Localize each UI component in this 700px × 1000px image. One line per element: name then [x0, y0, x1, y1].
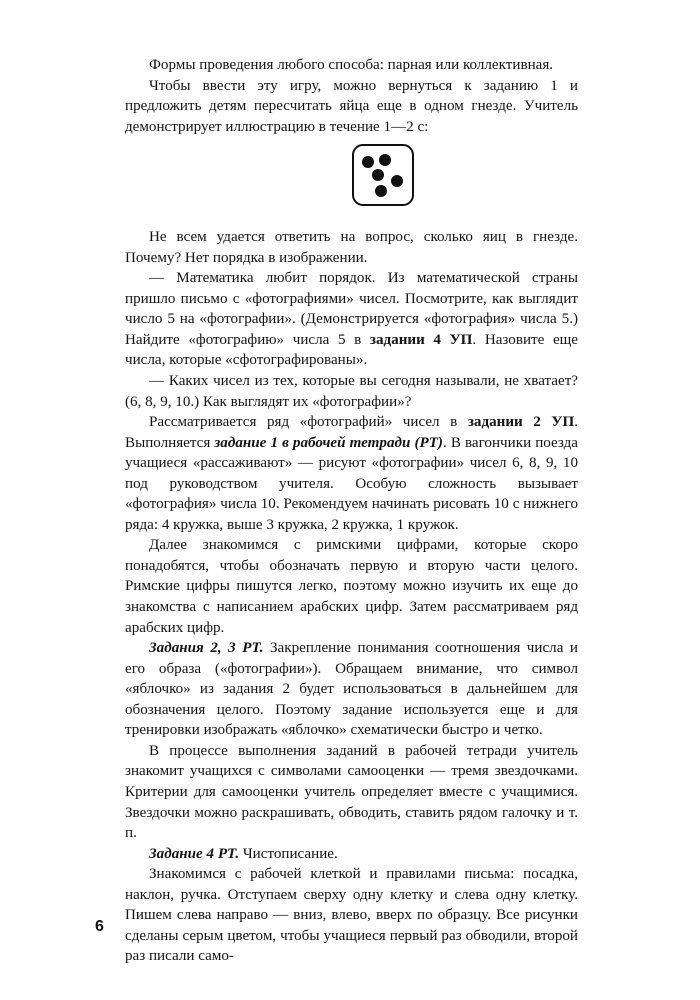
dice-figure [125, 144, 578, 216]
paragraph-1-text: Формы проведения любого способа: парная или коллективная. [149, 57, 554, 73]
body-text-block [125, 55, 578, 967]
paragraph-8 [125, 638, 578, 741]
dice-dot-4 [391, 175, 403, 187]
paragraph-9 [125, 741, 578, 844]
paragraph-3 [125, 227, 578, 268]
paragraph-2 [125, 76, 578, 138]
dice-dot-2 [379, 154, 391, 166]
dice-dot-3 [372, 169, 384, 181]
paragraph-7 [125, 535, 578, 638]
paragraph-1 [125, 55, 578, 76]
paragraph-5-text: — Каких чисел из тех, которые вы сегодня называли, не хватает? (6, 8, 9, 10.) Как выглядят их «фотографии»? [125, 373, 578, 410]
dice-dot-1 [362, 156, 374, 168]
reference-task-2-up: задании 2 УП [467, 414, 575, 431]
paragraph-6-text-b: . Выполняется [125, 414, 579, 451]
heading-task-4-rt: Задание 4 РТ. [149, 845, 240, 862]
paragraph-6-text-a: Рассматривается ряд «фотографий» чисел в [149, 414, 468, 431]
dice-icon [352, 144, 414, 206]
paragraph-2-text: Чтобы ввести эту игру, можно вернуться к заданию 1 и предложить детям пересчитать яйца еще в одном гнезде. Учитель демонстрирует иллюстрацию в течение 1—2 с: [125, 77, 578, 135]
paragraph-6-text-c: . В вагончики поезда учащиеся «рассаживают» — рисуют «фотографии» чисел 6, 8, 9, 10 под руководством учителя. Особую сложность вызывает «фотография» числа 10. Рекомендуем начинать рисовать 10 с нижнего ряда: 4 кружка, выше 3 кружка, 2 кружка, 1 кружок. [125, 434, 578, 533]
reference-task-4-up: задании 4 УП [369, 331, 473, 348]
paragraph-10-text: Чистописание. [239, 845, 338, 862]
page-number: 6 [95, 918, 104, 935]
paragraph-10 [125, 844, 578, 865]
heading-tasks-2-3-rt: Задания 2, 3 РТ. [149, 640, 264, 657]
paragraph-9-text: В процессе выполнения заданий в рабочей тетради учитель знакомит учащихся с символами самооценки — тремя звездочками. Критерии для самооценки учитель определяет вместе с учащимися. Звездочки можно раскрашивать, обводить, ставить рядом галочку и т. п. [125, 742, 578, 842]
paragraph-8-text: Закрепление понимания соотношения числа и его образа («фотографии»). Обращаем внимание, что символ «яблочко» из задания 2 будет использоваться в дальнейшем для обозначения целого. Поэтому задание используется еще и для тренировки изображать «яблочко» схематически быстро и четко. [125, 640, 578, 739]
paragraph-4 [125, 268, 578, 371]
paragraph-4-text-b: . Назовите еще числа, которые «сфотографированы». [125, 331, 578, 369]
paragraph-6 [125, 412, 578, 535]
paragraph-5 [125, 371, 578, 412]
paragraph-4-text-a: — Математика любит порядок. Из математической страны пришло письмо с «фотографиями» чисел. Посмотрите, как выглядит число 5 на «фотографии». (Демонстрируется «фотография» числа 5.) Найдите «фотографию» числа 5 в [125, 270, 578, 348]
paragraph-11-text: Знакомимся с рабочей клеткой и правилами письма: посадка, наклон, ручка. Отступаем сверху одну клетку и слева одну клетку. Пишем слева направо — вниз, влево, вверх по образцу. Все рисунки сделаны серым цветом, чтобы учащиеся первый раз обводили, второй раз писали само- [125, 866, 578, 965]
paragraph-11 [125, 864, 578, 967]
paragraph-3-text: Не всем удается ответить на вопрос, сколько яиц в гнезде. Почему? Нет порядка в изображении. [125, 229, 578, 266]
paragraph-7-text: Далее знакомимся с римскими цифрами, которые скоро понадобятся, чтобы обозначать первую и вторую части целого. Римские цифры пишутся легко, поэтому можно изучить их еще до знакомства с написанием арабских цифр. Затем рассматриваем ряд арабских цифр. [125, 537, 578, 636]
dice-dot-5 [375, 185, 387, 197]
reference-task-1-rt: задание 1 в рабочей тетради (РТ) [214, 434, 443, 451]
